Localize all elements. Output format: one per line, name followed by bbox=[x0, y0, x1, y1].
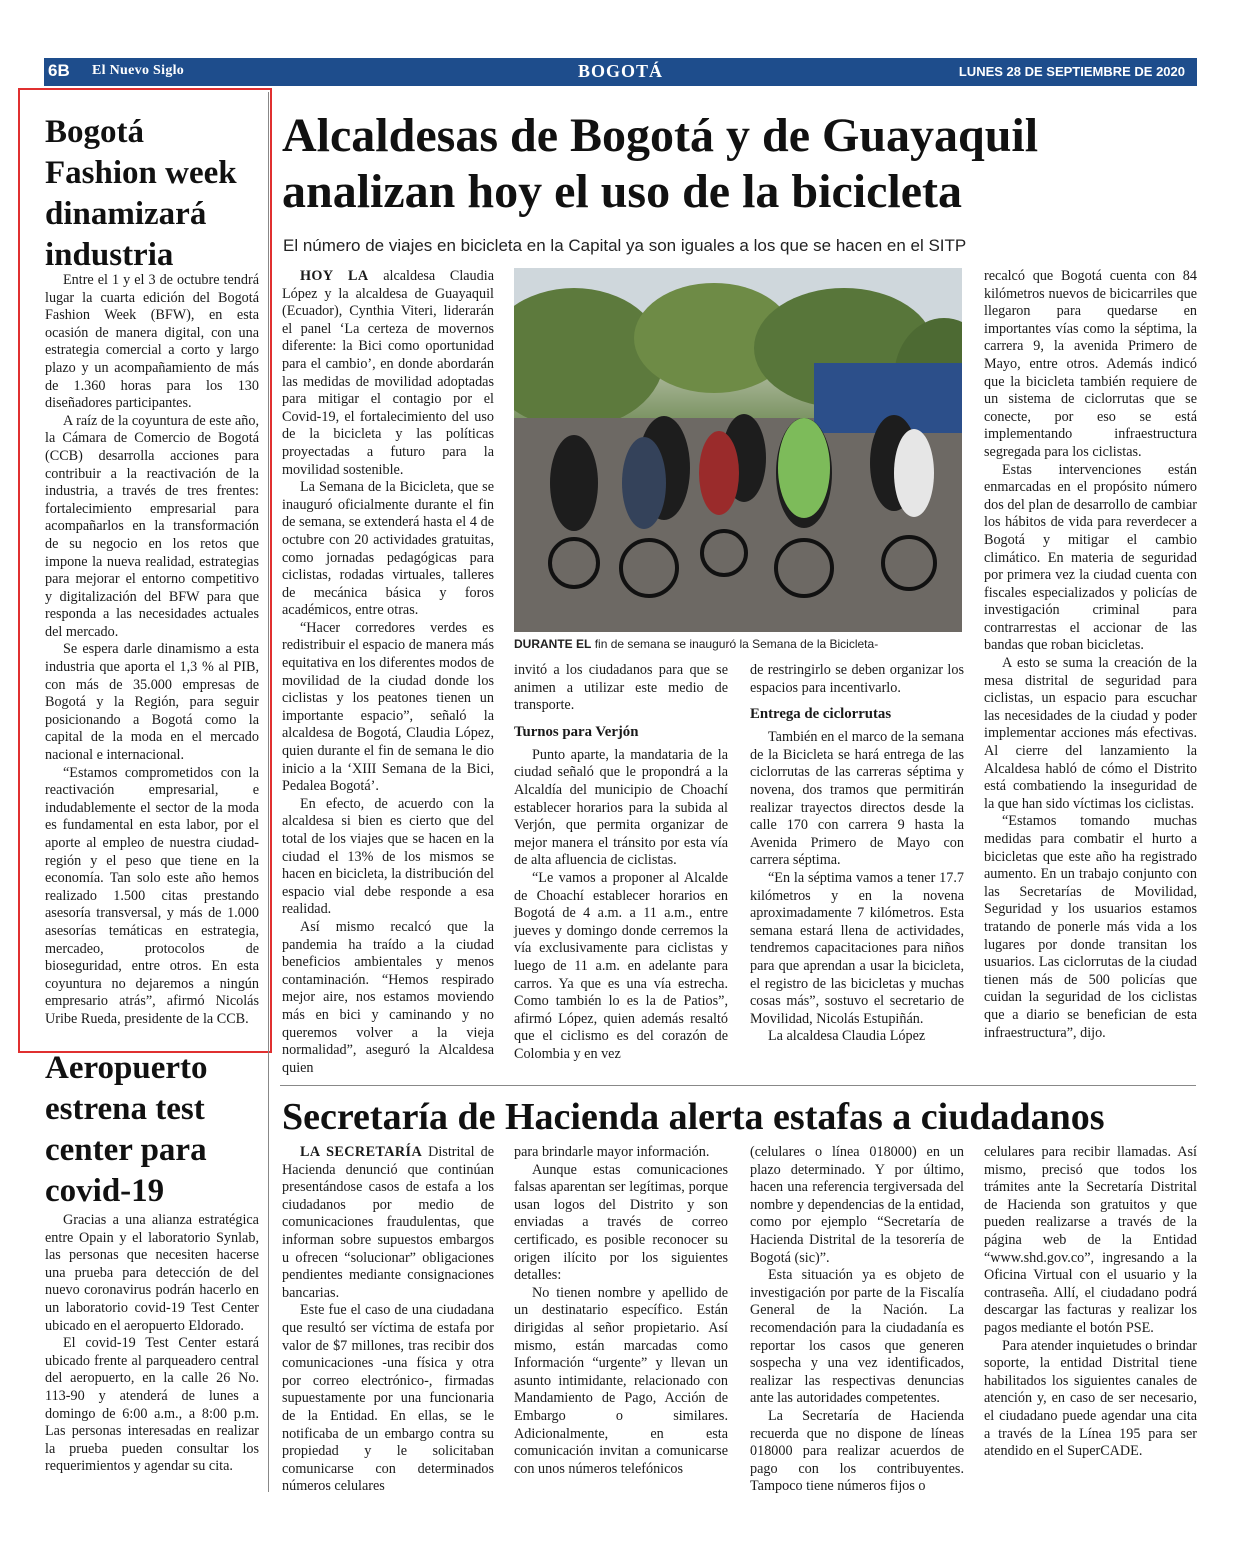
fashion-headline: Bogotá Fashion week dinamizará industria bbox=[45, 114, 237, 273]
paragraph: Así mismo recalcó que la pandemia ha traído a la ciudad beneficios ambientales y menos contaminación. “Hemos respirado mejor aire, nos estamos moviendo más en bici y caminando y no queremos volver a la vieja normalidad”, aseguró la Alcaldesa quien bbox=[282, 918, 494, 1076]
paragraph: “En la séptima vamos a tener 17.7 kilómetros y en la novena aproximadamente 7 kilómetros. Esta semana estará llena de actividades, tendremos capacitaciones para niños para que aprendan a usar la bicicleta, el registro de las bicicletas y muchas cosas más”, sostuvo el secretario de Movilidad, Nicolás Estupiñán. bbox=[750, 869, 964, 1027]
issue-date: LUNES 28 DE SEPTIEMBRE DE 2020 bbox=[958, 64, 1185, 79]
caption-text: fin de semana se inauguró la Semana de la Bicicleta- bbox=[594, 637, 879, 651]
hacienda-col-4 bbox=[984, 1144, 1197, 1504]
paragraph: “Estamos comprometidos con la reactivación empresarial, e indudablemente el sector de la moda es fundamental en esta labor, por el aporte al empleo de nuestra ciudad-región y el peso que tiene en la economía. Tan solo este año hemos realizado 1.500 citas prestando asesoría transversal, y más de 1.000 asesorías temáticas en estrategia, mercadeo, protocolos de bioseguridad, entre otros. En esta coyuntura no dejaremos a ningún empresario atrás”, afirmó Nicolás Uribe Rueda, presidente de la CCB. bbox=[45, 764, 259, 1027]
main-col-1 bbox=[282, 268, 494, 1088]
hacienda-headline: Secretaría de Hacienda alerta estafas a ciudadanos bbox=[282, 1096, 1105, 1138]
paragraph: No tienen nombre y apellido de un destinatario específico. Están dirigidas al señor propietario. Así mismo, están marcadas como Información “urgente” y llevan un asunto intimidante, relacionado con Mandamiento de Pago, Acción de Embargo o similares. Adicionalmente, en esta comunicación invitan a comunicarse con unos números telefónicos bbox=[514, 1284, 728, 1477]
subhead-ciclorrutas: Entrega de ciclorrutas bbox=[750, 706, 892, 723]
paragraph: Este fue el caso de una ciudadana que resultó ser víctima de estafa por valor de $7 millones, tras recibir dos comunicaciones -una física y otra por correo electrónico-, firmadas supuestamente por una funcionaria de la Entidad. En ellas, se le notificaba de un embargo contra su propiedad y le solicitaban comunicarse con determinados números celulares bbox=[282, 1302, 494, 1495]
section-name: BOGOTÁ bbox=[577, 61, 663, 81]
photo-caption bbox=[514, 637, 964, 651]
paragraph: A esto se suma la creación de la mesa distrital de seguridad para ciclistas, un espacio para escuchar las necesidades de la ciudad y poder implementar acciones más efectivas. Al cierre del lanzamiento la Alcaldesa habló de cómo el Distrito está combatiendo la inseguridad de la que han sido víctimas los ciclistas. bbox=[984, 655, 1197, 812]
page-number: 6B bbox=[48, 61, 70, 80]
paragraph: Esta situación ya es objeto de investigación por parte de la Fiscalía General de la Nación. La recomendación para la ciudadanía es reportar los casos que generen sospecha y una vez identificados, realizar las respectivas denuncias ante las autoridades competentes. bbox=[750, 1267, 964, 1407]
hacienda-col-1 bbox=[282, 1144, 494, 1504]
paragraph: para brindarle mayor información. bbox=[514, 1144, 710, 1160]
hacienda-col-3 bbox=[750, 1144, 964, 1504]
paragraph: En efecto, de acuerdo con la alcaldesa si bien es cierto que del total de los viajes que se hacen en la ciudad el 13% de los mismos se hacen en bicicleta, la distribución del espacio vial debe responde a esa realidad. bbox=[282, 795, 494, 918]
paragraph: recalcó que Bogotá cuenta con 84 kilómetros nuevos de bicicarriles que llegaron para quedarse en importantes vías como la séptima, la carrera 9, la avenida Primero de Mayo, entre otros. Además indicó que la bicicleta también requiere de un sistema de ciclorrutas que se conecte, por eso se está implementando infraestructura segregada para los ciclistas. bbox=[984, 268, 1197, 460]
main-col-2 bbox=[514, 662, 728, 1082]
paragraph: Se espera darle dinamismo a esta industria que aporta el 1,3 % al PIB, con más de 35.000 empresas de Bogotá y la Región, para seguir posicionando a Bogotá como la capital de la moda en el mercado nacional e internacional. bbox=[45, 641, 259, 764]
main-col-3 bbox=[750, 662, 964, 1082]
paragraph: Punto aparte, la mandataria de la ciudad señaló que le propondrá a la Alcaldía del municipio de Choachí establecer horarios para la subida al Verjón, que permita organizar de mejor manera el tránsito por esta vía de alta afluencia de ciclistas. bbox=[514, 746, 728, 869]
paragraph: Entre el 1 y el 3 de octubre tendrá lugar la cuarta edición del Bogotá Fashion Week (BFW), en esta ocasión de manera digital, con una estrategia comercial a corto y largo plazo y un acompañamiento de más de 1.360 horas para los 130 diseñadores participantes. bbox=[45, 272, 259, 412]
lead-word: LA SECRETARÍA bbox=[300, 1144, 423, 1160]
column-divider bbox=[268, 92, 269, 1492]
paragraph: (celulares o línea 018000) en un plazo determinado. Y por último, hacen una referencia tergiversada del nombre y dependencias de la entidad, como por ejemplo “Secretaría de Hacienda Distrital de la tesorería de Bogotá (sic)”. bbox=[750, 1144, 964, 1266]
newspaper-name: El Nuevo Siglo bbox=[92, 63, 185, 78]
paragraph: El covid-19 Test Center estará ubicado frente al parqueadero central del aeropuerto, en la calle 26 No. 113-90 y atenderá de lunes a domingo de 6:00 a.m., a 8:00 p.m. Las personas interesadas en realizar la prueba pueden consultar los requerimientos y agendar su cita. bbox=[45, 1335, 259, 1475]
paragraph: celulares para recibir llamadas. Así mismo, precisó que todos los trámites ante la Secretaría Distrital de Hacienda son gratuitos y que pueden realizarse a través de la página web de la Entidad “www.shd.gov.co”, ingresando a la Oficina Virtual con el usuario y la contraseña. Allí, el ciudadano podrá descargar las facturas y realizar los pagos mediante el botón PSE. bbox=[984, 1144, 1197, 1336]
paragraph: “Le vamos a proponer al Alcalde de Choachí establecer horarios en Bogotá de 4 a.m. a 11 a.m., entre jueves y domingo donde cerremos la vía exclusivamente para ciclistas y luego de 11 a.m. en adelante para carros. Ya que es una vía estrecha. Como también lo es la de Patios”, afirmó López, quien además resaltó que el ciclismo es del corazón de Colombia y en vez bbox=[514, 869, 728, 1062]
airport-article-body bbox=[45, 1212, 259, 1512]
paragraph: La Secretaría de Hacienda recuerda que no dispone de líneas 018000 para realizar acuerdos de pago con los contribuyentes. Tampoco tiene números fijos o bbox=[750, 1407, 964, 1495]
main-deck: El número de viajes en bicicleta en la Capital ya son iguales a los que se hacen en el SITP bbox=[283, 236, 967, 255]
paragraph: Distrital de Hacienda denunció que continúan presentándose casos de estafa a los ciudadanos por medio de comunicaciones fraudulentas, que informan sobre supuestos embargos u ofrecen “solucionar” obligaciones pendientes mediante consignaciones bancarias. bbox=[282, 1144, 494, 1301]
paragraph: La alcaldesa Claudia López bbox=[768, 1028, 926, 1045]
paragraph: La Semana de la Bicicleta, que se inauguró oficialmente durante el fin de semana, se extenderá hasta el 4 de octubre con 20 actividades gratuitas, como jornadas pedagógicas para ciclistas, rodadas virtuales, talleres de mecánica básica y foros académicos, entre otras. bbox=[282, 479, 494, 619]
hacienda-col-2 bbox=[514, 1144, 728, 1504]
paragraph: Estas intervenciones están enmarcadas en el propósito número dos del plan de desarrollo de cambiar los hábitos de vida para reverdecer a Bogotá y mitigar el cambio climático. En materia de seguridad por primera vez la ciudad cuenta con fiscales especializados y policías de investigación criminal para contrarrestas el accionar de las bandas que roban bicicletas. bbox=[984, 461, 1197, 654]
paragraph: invitó a los ciudadanos para que se animen a utilizar este medio de transporte. bbox=[514, 662, 728, 714]
main-col-4 bbox=[984, 268, 1197, 1083]
airport-headline: Aeropuerto estrena test center para covid-19 bbox=[45, 1050, 208, 1209]
main-headline: Alcaldesas de Bogotá y de Guayaquil analizan hoy el uso de la bicicleta bbox=[282, 109, 1039, 218]
paragraph: A raíz de la coyuntura de este año, la Cámara de Comercio de Bogotá (CCB) desarrolla acciones para contribuir a la reactivación de la industria, a través de tres frentes: fortalecimiento empresarial para acompañarlos en la transformación de su negocio en los retos que impone la nueva realidad, estrategias para mejorar el entorno competitivo y digitalización del BFW para que responda a las necesidades actuales del mercado. bbox=[45, 412, 259, 640]
fashion-article-body bbox=[45, 272, 259, 1062]
paragraph: Gracias a una alianza estratégica entre Opain y el laboratorio Synlab, las personas que necesiten hacerse una prueba para detección de del nuevo coronavirus podrán hacerlo en un laboratorio covid-19 Test Center ubicado en el aeropuerto Eldorado. bbox=[45, 1212, 259, 1334]
paragraph: de restringirlo se deben organizar los espacios para incentivarlo. bbox=[750, 662, 964, 696]
cyclists-photo bbox=[514, 268, 962, 632]
paragraph: alcaldesa Claudia López y la alcaldesa de Guayaquil (Ecuador), Cynthia Viteri, liderarán el panel ‘La certeza de movernos diferente: la Bici como oportunidad para el cambio’, en donde abordarán las medidas de movilidad adoptadas para mitigar el contagio por el Covid-19, el fortalecimiento del uso de la bicicleta y las políticas proyectadas a futuro para la movilidad sostenible. bbox=[282, 268, 494, 478]
cyclists-illustration bbox=[514, 268, 962, 632]
paragraph: “Estamos tomando muchas medidas para combatir el hurto a bicicletas que este año ha registrado aumento. En un trabajo conjunto con las Secretarías de Movilidad, Seguridad y los usuarios estamos tratando de ponerle más vida a los lugares por donde transitan los usuarios. Las ciclorrutas de la ciudad tienen más de 500 policías que cuidan la seguridad de los ciclistas que a diario se benefician de esta infraestructura”, dijo. bbox=[984, 813, 1197, 1041]
paragraph: “Hacer corredores verdes es redistribuir el espacio de manera más equitativa en los diferentes modos de movilidad de la ciudad donde los ciclistas y los peatones tienen un importante espacio”, señaló la alcaldesa de Bogotá, Claudia López, quien durante el fin de semana le dio inicio a la ‘XIII Semana de la Bici, Pedalea Bogotá’. bbox=[282, 619, 494, 795]
lead-word: HOY LA bbox=[300, 268, 369, 284]
subhead-verjon: Turnos para Verjón bbox=[514, 723, 639, 740]
caption-lead: DURANTE EL bbox=[514, 637, 592, 651]
paragraph: También en el marco de la semana de la Bicicleta se hará entrega de las ciclorrutas de las carreras séptima y novena, dos tramos que permitirán realizar trayectos directos desde la calle 170 con carrera 9 hasta la Avenida Primero de Mayo con carrera séptima. bbox=[750, 729, 964, 869]
paragraph: Para atender inquietudes o brindar soporte, la entidad Distrital tiene habilitados los siguientes canales de atención y, en caso de ser necesario, el ciudadano puede agendar una cita a través de la Línea 195 para ser atendido en el SuperCADE. bbox=[984, 1337, 1197, 1460]
paragraph: Aunque estas comunicaciones falsas aparentan ser legítimas, porque usan logos del Distrito y son enviadas a través de correo certificado, es posible reconocer su origen ilícito por los siguientes detalles: bbox=[514, 1161, 728, 1284]
section-banner bbox=[44, 58, 1197, 86]
